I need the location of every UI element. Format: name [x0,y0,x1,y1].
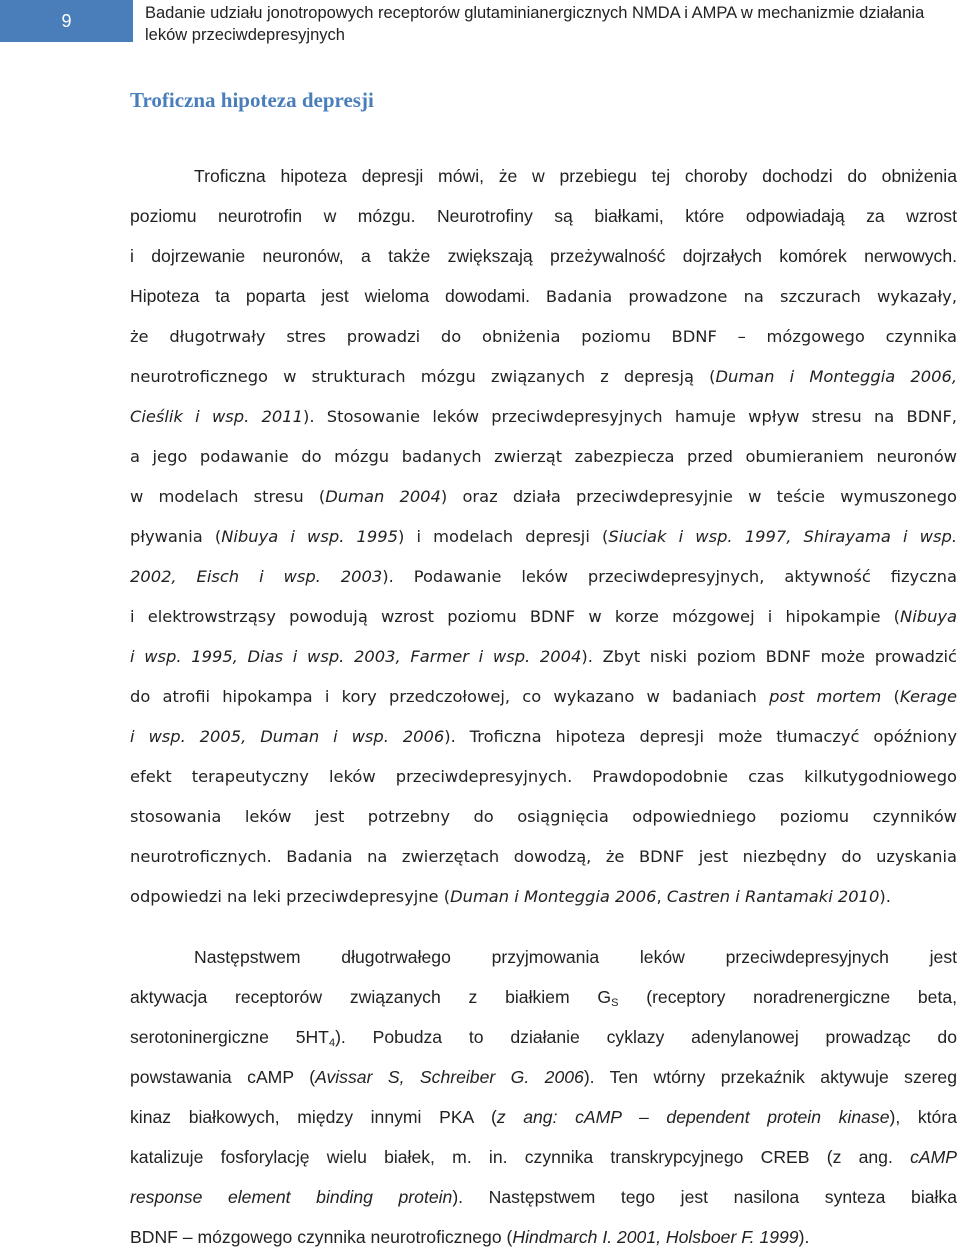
text-line [130,556,957,596]
text-run: pływania ( [130,527,222,546]
text-run: stosowania leków jest potrzebny do osiągnięcia odpowiedniego poziomu czynników [130,807,957,826]
text-run: odpowiedzi na leki przeciwdepresyjne ( [130,887,451,906]
text-line [130,937,957,977]
text-line [130,1097,957,1137]
text-run: ( [881,687,900,706]
text-run: BDNF – mózgowego czynnika neurotroficznego ( [130,1227,513,1247]
text-run: Hipoteza ta poparta jest wieloma dowodami. [130,286,546,306]
italic-text: 2002, Eisch i wsp. 2003 [130,567,383,586]
italic-text: Siuciak i wsp. 1997, Shirayama i wsp. [608,527,957,546]
text-line [130,476,957,516]
text-line [130,276,957,316]
text-line [130,316,957,356]
text-run: Badania prowadzone na szczurach wykazały, [545,287,957,306]
text-run: ). Podawanie leków przeciwdepresyjnych, aktywność fizyczna [382,567,957,586]
text-line [130,756,957,796]
text-line [130,516,957,556]
text-run: ). Pobudza to działanie cyklazy adenylanowej prowadząc do [335,1027,957,1047]
italic-text: response element binding protein [130,1187,453,1207]
italic-text: Duman i Monteggia 2006 [450,887,657,906]
text-run: i dojrzewanie neuronów, a także zwiększają przeżywalność dojrzałych komórek nerwowych. [130,246,957,266]
page-number-badge [0,0,133,42]
text-run: katalizuje fosforylację wielu białek, m. in. czynnika transkrypcyjnego CREB (z ang. [130,1147,911,1167]
text-run: efekt terapeutyczny leków przeciwdepresyjnych. Prawdopodobnie czas kilkutygodniowego [130,767,957,786]
italic-text: Nibuya [900,607,957,626]
text-run: ). Troficzna hipoteza depresji może tłumaczyć opóźniony [444,727,957,746]
text-line [130,196,957,236]
text-line [130,156,957,196]
text-run: ) i modelach depresji ( [397,527,609,546]
italic-text: cAMP [910,1147,957,1167]
text-run: neurotroficznego w strukturach mózgu związanych z depresją ( [130,367,716,386]
text-run: ) oraz działa przeciwdepresyjnie w teście wymuszonego [440,487,957,506]
text-run: Troficzna hipoteza depresji mówi, że w przebiegu tej choroby dochodzi do obniżenia [194,166,957,186]
text-run: (receptory noradrenergiczne beta, [618,987,957,1007]
text-run: że długotrwały stres prowadzi do obniżenia poziomu BDNF – mózgowego czynnika [130,327,957,346]
section-title: Troficzna hipoteza depresji [130,88,374,112]
italic-text: Duman i Monteggia 2006, [715,367,957,386]
text-run: powstawania cAMP ( [130,1067,316,1087]
italic-text: post mortem [769,687,882,706]
text-run: kinaz białkowych, między innymi PKA ( [130,1107,497,1127]
text-line [130,716,957,756]
text-run: do atrofii hipokampa i kory przedczołowej, co wykazano w badaniach [130,687,770,706]
italic-text: Avissar S, Schreiber G. 2006 [315,1067,584,1087]
text-line [130,1057,957,1097]
italic-text: Kerage [899,687,957,706]
text-run: serotoninergiczne 5HT [130,1027,329,1047]
text-line [130,356,957,396]
italic-text: Hindmarch I. 2001, Holsboer F. 1999 [512,1227,799,1247]
text-line [130,596,957,636]
text-line [130,876,957,916]
text-run: w modelach stresu ( [130,487,326,506]
text-line [130,796,957,836]
text-line [130,1017,957,1057]
running-header: Badanie udziału jonotropowych receptorów glutaminianergicznych NMDA i AMPA w mechanizmie działania leków przeciwdepresyjnych [145,4,925,44]
text-run: aktywacja receptorów związanych z białkiem G [130,987,612,1007]
text-line [130,1217,957,1257]
italic-text: z ang: cAMP – dependent protein kinase [496,1107,890,1127]
italic-text: Duman 2004 [325,487,441,506]
text-line [130,636,957,676]
text-run: ). Ten wtórny przekaźnik aktywuje szereg [583,1067,957,1087]
subscript: 4 [328,1037,336,1049]
page-number: 9 [61,10,72,31]
text-run: a jego podawanie do mózgu badanych zwierząt zabezpiecza przed obumieraniem neuronów [130,447,957,466]
text-line [130,836,957,876]
subscript: S [611,997,619,1009]
text-run: i elektrowstrząsy powodują wzrost poziomu BDNF w korze mózgowej i hipokampie ( [130,607,901,626]
text-run: ). Stosowanie leków przeciwdepresyjnych hamuje wpływ stresu na BDNF, [302,407,957,426]
text-line [130,396,957,436]
italic-text: Cieślik i wsp. 2011 [130,407,303,426]
text-run: poziomu neurotrofin w mózgu. Neurotrofiny są białkami, które odpowiadają za wzrost [130,206,957,226]
text-run: ). Zbyt niski poziom BDNF może prowadzić [581,647,957,666]
paragraph-nastepstwem [130,937,957,1257]
paragraph-troficzna-hipoteza [130,156,957,916]
italic-text: Castren i Rantamaki 2010 [666,887,880,906]
italic-text: i wsp. 2005, Duman i wsp. 2006 [130,727,445,746]
text-line [130,236,957,276]
italic-text: i wsp. 1995, Dias i wsp. 2003, Farmer i wsp. 2004 [130,647,582,666]
text-run: ). [879,887,891,906]
text-line [130,977,957,1017]
text-run: ), która [889,1107,957,1127]
text-line [130,676,957,716]
text-run: ). Następstwem tego jest nasilona synteza białka [452,1187,957,1207]
text-line [130,1137,957,1177]
text-line [130,436,957,476]
text-run: Następstwem długotrwałego przyjmowania leków przeciwdepresyjnych jest [194,947,957,967]
italic-text: Nibuya i wsp. 1995 [221,527,398,546]
text-line [130,1177,957,1217]
text-run: , [656,887,667,906]
text-run: neurotroficznych. Badania na zwierzętach dowodzą, że BDNF jest niezbędny do uzyskania [130,847,957,866]
text-run: ). [798,1227,810,1247]
